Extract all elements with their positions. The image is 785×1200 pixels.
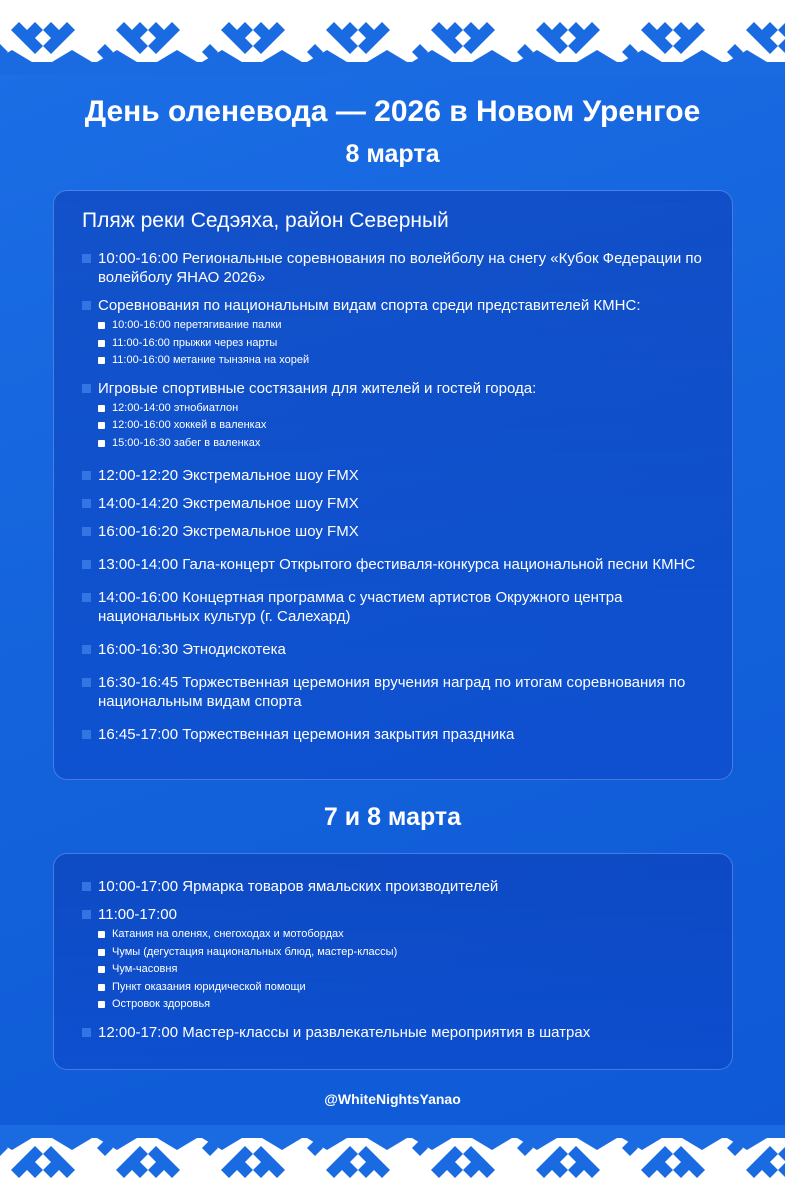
- schedule-item-text: 10:00-16:00 Региональные соревнования по волейболу на снегу «Кубок Федерации по волейболу ЯНАО 2026»: [98, 250, 702, 286]
- sub-list-item: Чум-часовня: [98, 961, 706, 979]
- social-handle[interactable]: @WhiteNightsYanao: [324, 1091, 461, 1107]
- schedule-item: [82, 466, 706, 485]
- sub-list-item: 11:00-16:00 метание тынзяна на хорей: [98, 352, 706, 370]
- date-heading-1: 8 марта: [345, 140, 440, 168]
- schedule-item: [82, 673, 706, 711]
- sub-list-item: Чумы (дегустация национальных блюд, мастер-классы): [98, 944, 706, 962]
- schedule-item: [82, 522, 706, 541]
- schedule-item-text: Игровые спортивные состязания для жителей и гостей города:: [98, 379, 537, 397]
- schedule-item: [82, 588, 706, 626]
- sub-list-item: 11:00-16:00 прыжки через нарты: [98, 335, 706, 353]
- schedule-item: [82, 877, 706, 896]
- schedule-item: [82, 555, 706, 574]
- schedule-item-text: 16:00-16:20 Экстремальное шоу FMX: [98, 523, 359, 540]
- schedule-item: [82, 296, 706, 370]
- schedule-item-text: 10:00-17:00 Ярмарка товаров ямальских производителей: [98, 878, 499, 895]
- sub-list-item: Островок здоровья: [98, 996, 706, 1014]
- schedule-item: [82, 249, 706, 287]
- schedule-card-1: [53, 190, 733, 780]
- sub-list-item: Пункт оказания юридической помощи: [98, 979, 706, 997]
- ornament-border-top: [0, 0, 785, 75]
- schedule-item: [82, 494, 706, 513]
- schedule-item-text: 11:00-17:00: [98, 906, 177, 923]
- schedule-item-text: 16:45-17:00 Торжественная церемония закрытия праздника: [98, 726, 515, 743]
- schedule-item-text: 12:00-12:20 Экстремальное шоу FMX: [98, 467, 359, 484]
- sub-list: [98, 400, 706, 453]
- page-title: День оленевода — 2026 в Новом Уренгое: [84, 95, 701, 128]
- date-heading-2: 7 и 8 марта: [323, 803, 462, 831]
- schedule-item-text: 16:30-16:45 Торжественная церемония вручения наград по итогам соревнования по национальным видам спорта: [98, 674, 686, 710]
- sub-list-item: 12:00-16:00 хоккей в валенках: [98, 417, 706, 435]
- schedule-item: [82, 1023, 706, 1042]
- schedule-item: [82, 640, 706, 659]
- schedule-item-text: 12:00-17:00 Мастер-классы и развлекательные мероприятия в шатрах: [98, 1023, 591, 1041]
- sub-list-item: 15:00-16:30 забег в валенках: [98, 435, 706, 453]
- sub-list-item: 12:00-14:00 этнобиатлон: [98, 400, 706, 418]
- schedule-item: [82, 905, 706, 1014]
- ornament-border-bottom: [0, 1125, 785, 1200]
- venue-heading: Пляж реки Седэяха, район Северный: [82, 209, 449, 232]
- sub-list: [98, 926, 706, 1014]
- schedule-item-text: 13:00-14:00 Гала-концерт Открытого фестиваля-конкурса национальной песни КМНС: [98, 556, 696, 573]
- schedule-item: [82, 379, 706, 453]
- schedule-item-text: 14:00-16:00 Концертная программа с участием артистов Окружного центра национальных культур (г. Салехард): [98, 589, 623, 625]
- schedule-card-2: [53, 853, 733, 1070]
- schedule-item-text: Соревнования по национальным видам спорта среди представителей КМНС:: [98, 297, 641, 314]
- sub-list-item: Катания на оленях, снегоходах и мотобордах: [98, 926, 706, 944]
- sub-list-item: 10:00-16:00 перетягивание палки: [98, 317, 706, 335]
- sub-list: [98, 317, 706, 370]
- schedule-item: [82, 725, 706, 744]
- schedule-item-text: 16:00-16:30 Этнодискотека: [98, 641, 286, 658]
- schedule-item-text: 14:00-14:20 Экстремальное шоу FMX: [98, 495, 359, 512]
